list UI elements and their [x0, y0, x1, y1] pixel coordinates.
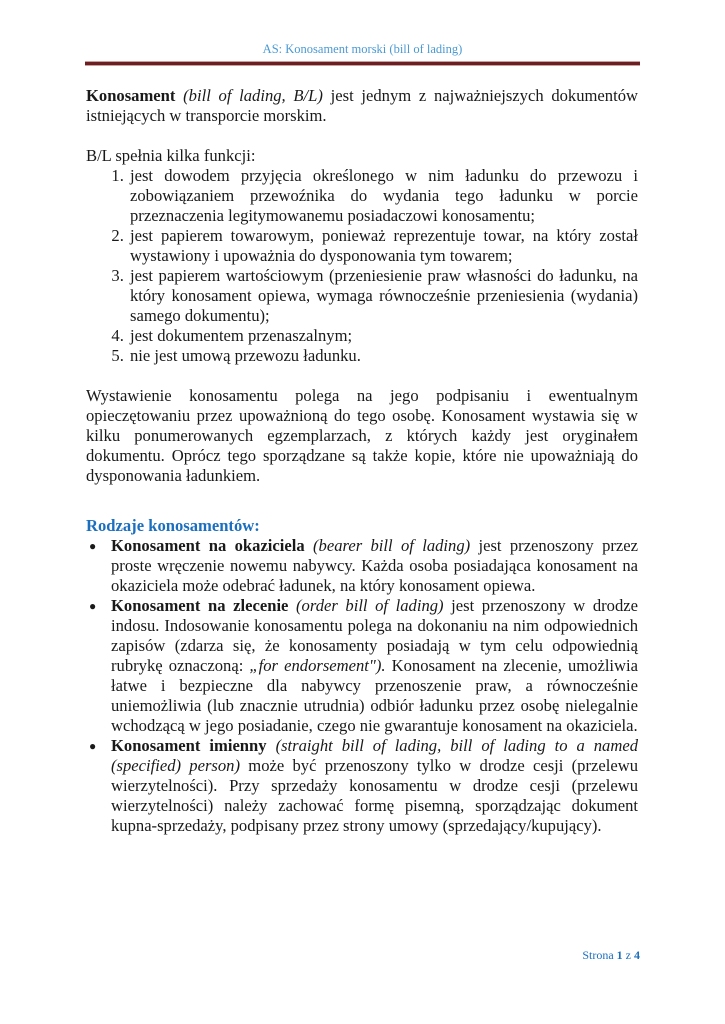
issuance-paragraph: Wystawienie konosamentu polega na jego podpisaniu i ewentualnym opieczętowaniu przez upoważnioną do tego osobę. Konosament wystawia się w kilku ponumerowanych egzemplarzach, z których każdy jest oryginałem dokumentu. Oprócz tego sporządzane są także kopie, które nie upoważniają do dysponowania ładunkiem. — [86, 386, 638, 485]
function-item: 3. jest papierem wartościowym (przeniesienie praw własności do ładunku, na który konosament opiewa, wymaga równocześnie przeniesienia (wydania) samego dokumentu); — [128, 266, 638, 326]
type-name-english: (straight bill of lading, bill of lading to a named (specified) person) — [111, 736, 638, 775]
intro-term-english: (bill of lading, B/L) — [183, 86, 323, 105]
type-name-english: (bearer bill of lading) — [313, 536, 471, 555]
intro-term: Konosament — [86, 86, 176, 105]
header-rule-divider — [85, 61, 640, 66]
function-item: 1. jest dowodem przyjęcia określonego w nim ładunku do przewozu i zobowiązaniem przewoźnika do wydania tego ładunku w porcie przeznaczenia legitymowanemu posiadaczowi konosamentu; — [128, 166, 638, 226]
types-list — [86, 536, 638, 836]
type-name: Konosament na okaziciela — [111, 536, 305, 555]
bullet-icon: ● — [89, 739, 97, 753]
type-item-order — [89, 596, 638, 736]
type-item-bearer — [89, 536, 638, 596]
intro-paragraph — [86, 86, 638, 126]
type-description-cont: Konosament na zlecenie, umożliwia łatwe i bezpieczne dla nabywcy przenoszenie praw, a równocześnie uniemożliwia (lub znacznie utrudnia) odbiór ładunku przez osobę nielegalnie wchodzącą w jego posiadanie, czego nie gwarantuje konosament na okaziciela. — [111, 656, 638, 735]
functions-lead: B/L spełnia kilka funkcji: — [86, 146, 256, 165]
section-heading-types: Rodzaje konosamentów: — [86, 516, 260, 535]
footer-label: Strona — [582, 948, 617, 962]
type-item-straight — [89, 736, 638, 836]
type-description: jest przenoszony w drodze indosu. Indosowanie konosamentu polega na dokonaniu na nim odpowiednich zapisów (zdarza się, że konosamenty posiadają w tym celu odpowiednią rubrykę oznaczoną: — [111, 596, 638, 675]
type-name-english: (order bill of lading) — [296, 596, 444, 615]
functions-list — [86, 166, 638, 366]
footer-current-page: 1 — [616, 948, 623, 962]
bullet-icon: ● — [89, 539, 97, 553]
document-body — [86, 86, 638, 836]
type-name: Konosament na zlecenie — [111, 596, 289, 615]
footer-total-pages: 4 — [634, 948, 640, 962]
page-header-title: AS: Konosament morski (bill of lading) — [262, 42, 463, 56]
page-footer — [560, 948, 640, 963]
function-item: 4. jest dokumentem przenaszalnym; — [128, 326, 638, 346]
type-description: jest przenoszony przez proste wręczenie nowemu nabywcy. Każda osoba posiadająca konosament na okaziciela może odebrać ładunek, na który konosament opiewa. — [111, 536, 638, 595]
type-quote: „for endorsement"). — [249, 656, 386, 675]
type-name: Konosament imienny — [111, 736, 267, 755]
function-item: 2. jest papierem towarowym, ponieważ reprezentuje towar, na który został wystawiony i upoważnia do dysponowania tym towarem; — [128, 226, 638, 266]
intro-text: jest jednym z najważniejszych dokumentów istniejących w transporcie morskim. — [86, 86, 638, 125]
type-description: może być przenoszony tylko w drodze cesji (przelewu wierzytelności). Przy sprzedaży konosamentu w drodze cesji (przelewu wierzytelności) należy zachować formę pisemną, sporządzając dokument kupna-sprzedaży, podpisany przez strony umowy (sprzedający/kupujący). — [111, 756, 638, 835]
function-item: 5. nie jest umową przewozu ładunku. — [128, 346, 638, 366]
footer-separator: z — [622, 948, 634, 962]
bullet-icon: ● — [89, 599, 97, 613]
